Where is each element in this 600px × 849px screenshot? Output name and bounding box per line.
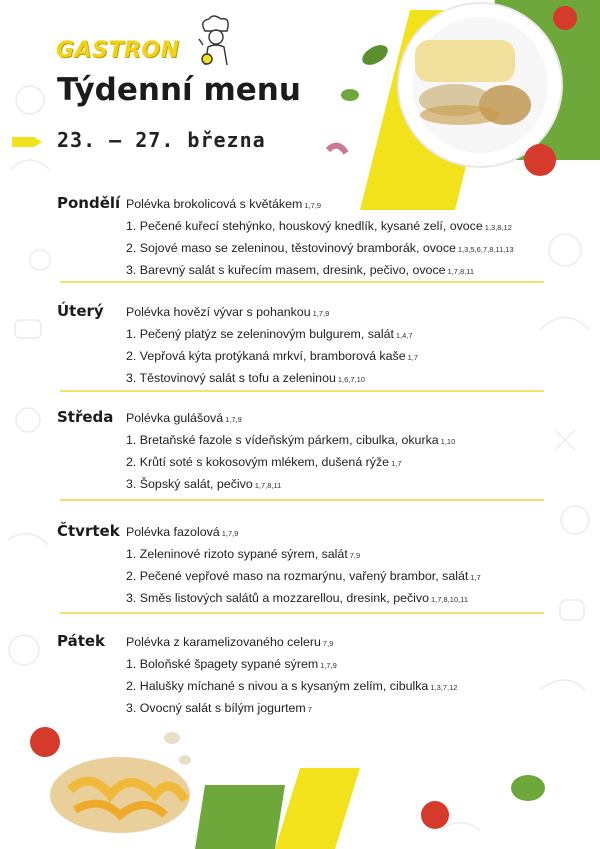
menu-item: Polévka gulášová 1,7,9	[126, 411, 242, 425]
day-name: Pátek	[57, 632, 106, 650]
menu-item: 3. Barevný salát s kuřecím masem, dresink, pečivo, ovoce 1,7,8,11	[126, 263, 475, 277]
page-title: Týdenní menu	[57, 72, 301, 108]
menu-item: 3. Směs listových salátů a mozzarellou, dresink, pečivo 1,7,8,10,11	[126, 591, 468, 605]
day-name: Úterý	[57, 302, 104, 320]
menu-item: Polévka z karamelizovaného celeru 7,9	[126, 635, 334, 649]
divider	[60, 499, 544, 501]
menu-item: Polévka hovězí vývar s pohankou 1,7,9	[126, 305, 330, 319]
menu-item: 1. Boloňské špagety sypané sýrem 1,7,9	[126, 657, 337, 671]
menu-item: 2. Sojové maso se zeleninou, těstovinový bramborák, ovoce 1,3,5,6,7,8,11,13	[126, 241, 514, 255]
menu-item: 1. Zeleninové rizoto sypané sýrem, salát 7,9	[126, 547, 361, 561]
menu-item: 3. Šopský salát, pečivo 1,7,8,11	[126, 477, 282, 491]
brand-logo: GASTRON	[56, 38, 180, 63]
bottom-decoration	[0, 720, 600, 849]
divider	[60, 390, 544, 392]
date-range: 23. – 27. března	[57, 128, 266, 152]
day-name: Pondělí	[57, 194, 121, 212]
menu-item: 1. Bretaňské fazole s vídeňským párkem, cibulka, okurka 1,10	[126, 433, 456, 447]
day-name: Středa	[57, 408, 114, 426]
menu-item: Polévka brokolicová s květákem 1,7,9	[126, 197, 321, 211]
menu-item: 2. Pečené vepřové maso na rozmarýnu, vařený brambor, salát 1,7	[126, 569, 481, 583]
menu-item: 2. Vepřová kýta protýkaná mrkví, bramborová kaše 1,7	[126, 349, 419, 363]
menu-item: 3. Těstovinový salát s tofu a zeleninou 1,6,7,10	[126, 371, 365, 385]
menu-item: 1. Pečený platýz se zeleninovým bulgurem, salát 1,4,7	[126, 327, 413, 341]
day-name: Čtvrtek	[57, 522, 120, 540]
menu-item: Polévka fazolová 1,7,9	[126, 525, 239, 539]
menu-item: 3. Ovocný salát s bílým jogurtem 7	[126, 701, 312, 715]
divider	[60, 612, 544, 614]
divider	[60, 281, 544, 283]
menu-item: 2. Krůtí soté s kokosovým mlékem, dušená rýže 1,7	[126, 455, 402, 469]
arrow-icon	[12, 135, 42, 149]
chef-icon	[195, 15, 237, 67]
menu-item: 1. Pečené kuřecí stehýnko, houskový knedlík, kysané zelí, ovoce 1,3,8,12	[126, 219, 512, 233]
menu-item: 2. Halušky míchané s nivou a s kysaným zelím, cibulka 1,3,7,12	[126, 679, 458, 693]
